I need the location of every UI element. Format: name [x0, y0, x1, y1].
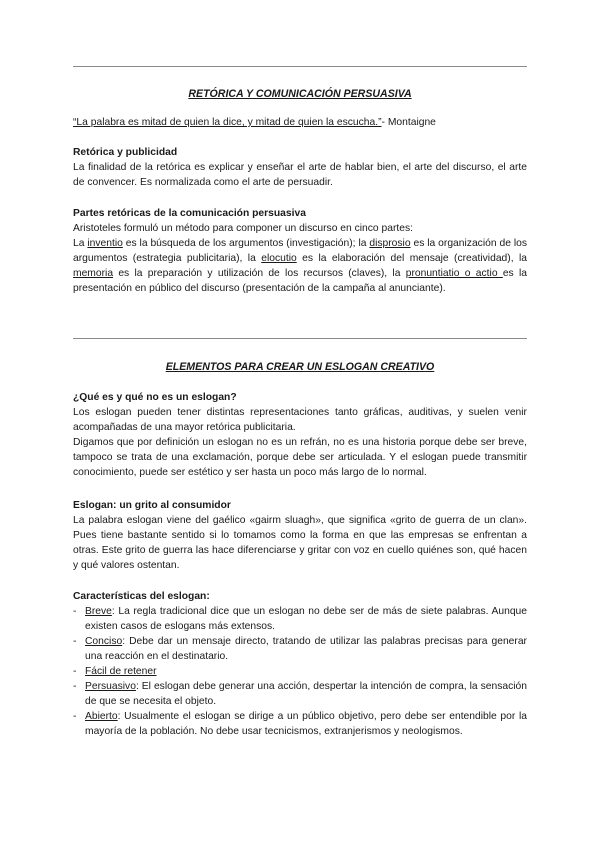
term-breve: Breve: [85, 606, 112, 617]
heading-retorica-publicidad: Retórica y publicidad: [73, 147, 178, 158]
grito-consumidor: [73, 498, 527, 573]
list-item-breve: [73, 604, 527, 634]
paragraph-grito: La palabra eslogan viene del gaélico «gairm sluagh», que significa «grito de guerra de un clan». Pues tiene bastante sentido si lo tomamos como la forma en que las empresas se enfrentan a otras. Este grito de guerra las hace diferenciarse y gritar con voz en cuello quiénes son, qué hacen y qué valores ostentan.: [73, 515, 527, 571]
section-title-retorica: RETÓRICA Y COMUNICACIÓN PERSUASIVA: [188, 88, 412, 100]
item-text: : La regla tradicional dice que un eslogan no debe ser de más de siete palabras. Aunque existen casos de eslogans más extensos.: [85, 606, 527, 632]
paragraph-eslogan-1: Los eslogan pueden tener distintas representaciones tanto gráficas, auditivas, y suelen venir acompañadas de una mayor retórica publicitaria.: [73, 407, 527, 433]
heading-partes-retoricas: Partes retóricas de la comunicación persuasiva: [73, 208, 306, 219]
divider-middle: [73, 338, 527, 339]
text-run: es la preparación y utilización de los recursos (claves), la: [113, 268, 406, 279]
text-run: es la elaboración del mensaje (creatividad), la: [296, 253, 527, 264]
heading-grito-consumidor: Eslogan: un grito al consumidor: [73, 500, 231, 511]
term-dispositio: disprosio: [369, 238, 411, 249]
caracteristicas-list: [73, 604, 527, 739]
paragraph-retorica: La finalidad de la retórica es explicar y enseñar el arte de hablar bien, el arte del discurso, el arte de convencer. Es normalizada como el arte de persuadir.: [73, 162, 527, 188]
term-persuasivo: Persuasivo: [85, 681, 136, 692]
partes-paragraph: [73, 236, 527, 296]
term-conciso: Conciso: [85, 636, 123, 647]
que-es-eslogan: [73, 390, 527, 480]
term-elocutio: elocutio: [261, 253, 297, 264]
term-abierto: Abierto: [85, 711, 118, 722]
retorica-publicidad: [73, 145, 527, 190]
text-run: La: [73, 238, 88, 249]
quote-author: - Montaigne: [381, 117, 436, 128]
divider-top: [73, 66, 527, 67]
partes-retoricas: [73, 206, 527, 296]
heading-que-es-eslogan: ¿Qué es y qué no es un eslogan?: [73, 392, 237, 403]
caracteristicas-eslogan: [73, 589, 527, 739]
quote-text: “La palabra es mitad de quien la dice, y mitad de quien la escucha.”: [73, 117, 382, 128]
term-inventio: inventio: [87, 238, 123, 249]
text-run: es la organización de los argumentos (estrategia publicitaria), la: [73, 238, 527, 264]
term-facil-de-retener: Fácil de retener: [85, 666, 157, 677]
list-item-abierto: [73, 709, 527, 739]
partes-intro: Aristoteles formuló un método para componer un discurso en cinco partes:: [73, 223, 413, 234]
list-item-facil: [73, 664, 527, 679]
term-memoria: memoria: [73, 268, 114, 279]
text-run: es la presentación en público del discurso (presentación de la campaña al anunciante).: [73, 268, 527, 294]
list-item-conciso: [73, 634, 527, 664]
paragraph-eslogan-2: Digamos que por definición un eslogan no es un refrán, no es una historia porque debe ser breve, tampoco se trata de una exclamación, porque debe ser articulada. Y el eslogan puede transmitir conocimiento, puede ser estético y ser hasta un poco más largo de lo normal.: [73, 437, 527, 478]
list-item-persuasivo: [73, 679, 527, 709]
item-text: : Debe dar un mensaje directo, tratando de utilizar las palabras precisas para generar una reacción en el destinatario.: [85, 636, 527, 662]
quote: [73, 115, 527, 130]
term-pronuntiatio: pronuntiatio o actio: [405, 268, 503, 279]
heading-caracteristicas: Características del eslogan:: [73, 591, 210, 602]
text-run: es la búsqueda de los argumentos (investigación); la: [122, 238, 370, 249]
item-text: : Usualmente el eslogan se dirige a un público objetivo, pero debe ser entendible por la mayoría de la población. No debe usar tecnicismos, extranjerismos y neologismos.: [85, 711, 527, 737]
section-title-eslogan: ELEMENTOS PARA CREAR UN ESLOGAN CREATIVO: [165, 361, 435, 373]
item-text: : El eslogan debe generar una acción, despertar la intención de compra, la sensación de que se necesita el objeto.: [85, 681, 527, 707]
